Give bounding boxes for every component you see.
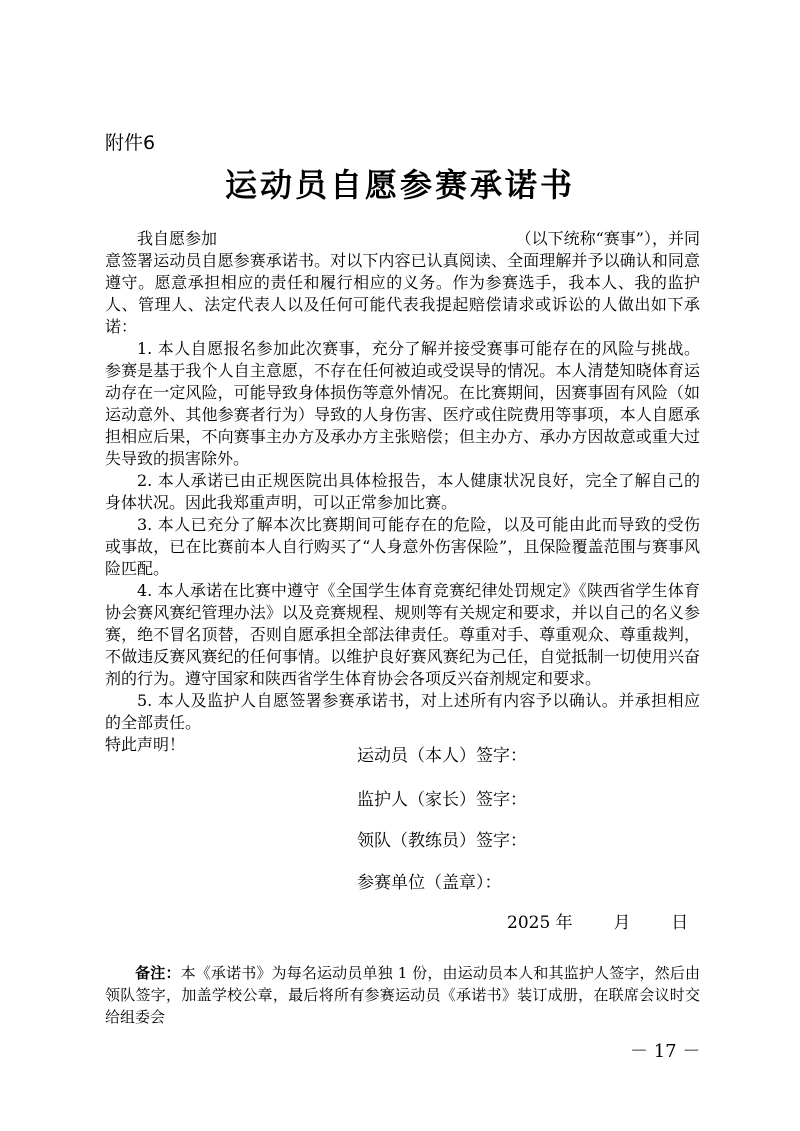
page-number: － 17 － [630, 1041, 701, 1062]
signature-guardian: 监护人（家长）签字： [357, 790, 527, 810]
intro-after-blank: （以下统称“赛事”），并同 [515, 229, 700, 248]
date-day: 日 [671, 913, 689, 933]
intro-rest: 意签署运动员自愿参赛承诺书。对以下内容已认真阅读、全面理解并予以确认和同意遵守。愿意承担相应的责任和履行相应的义务。作为参赛选手，我本人、我的监护人、管理人、法定代表人以及任何可能代表我提起赔偿请求或诉讼的人做出如下承诺： [105, 251, 700, 336]
item-1: 1. 本人自愿报名参加此次赛事，充分了解并接受赛事可能存在的风险与挑战。参赛是基于我个人自主意愿，不存在任何被迫或受误导的情况。本人清楚知晓体育运动存在一定风险，可能导致身体损伤等意外情况。在比赛期间，因赛事固有风险（如运动意外、其他参赛者行为）导致的人身伤害、医疗或住院费用等事项，本人自愿承担相应后果，不向赛事主办方及承办方主张赔偿；但主办方、承办方因故意或重大过失导致的损害除外。 [105, 339, 700, 468]
remark-text: 本《承诺书》为每名运动员单独 1 份，由运动员本人和其监护人签字，然后由领队签字，加盖学校公章，最后将所有参赛运动员《承诺书》装订成册，在联席会议时交给组委会 [105, 964, 700, 1026]
item-3: 3. 本人已充分了解本次比赛期间可能存在的危险，以及可能由此而导致的受伤或事故，已在比赛前本人自行购买了“人身意外伤害保险”，且保险覆盖范围与赛事风险匹配。 [105, 515, 700, 578]
signature-leader: 领队（教练员）签字： [357, 831, 527, 851]
remark-note [105, 962, 700, 1028]
attachment-label: 附件6 [105, 132, 156, 154]
date-year: 2025 年 [507, 913, 573, 933]
signature-unit: 参赛单位（盖章）： [357, 873, 502, 893]
document-title: 运动员自愿参赛承诺书 [224, 166, 575, 204]
intro-lead: 我自愿参加 [137, 229, 218, 248]
signature-athlete: 运动员（本人）签字： [357, 746, 527, 766]
intro-first-line [105, 228, 700, 250]
item-2: 2. 本人承诺已由正规医院出具体检报告，本人健康状况良好，完全了解自己的身体状况。因此我郑重声明，可以正常参加比赛。 [105, 471, 700, 512]
document-body [105, 228, 700, 756]
closing-statement: 特此声明！ [105, 735, 186, 754]
date-month: 月 [613, 913, 631, 933]
signing-date [507, 908, 688, 933]
remark-label: 备注： [135, 964, 181, 982]
item-4: 4. 本人承诺在比赛中遵守《全国学生体育竞赛纪律处罚规定》《陕西省学生体育协会赛风赛纪管理办法》以及竞赛规程、规则等有关规定和要求，并以自己的名义参赛，绝不冒名顶替，否则自愿承担全部法律责任。尊重对手、尊重观众、尊重裁判，不做违反赛风赛纪的任何事情。以维护良好赛风赛纪为己任，自觉抵制一切使用兴奋剂的行为。遵守国家和陕西省学生体育协会各项反兴奋剂规定和要求。 [105, 581, 700, 688]
item-5: 5. 本人及监护人自愿签署参赛承诺书，对上述所有内容予以确认。并承担相应的全部责任。 [105, 691, 700, 732]
